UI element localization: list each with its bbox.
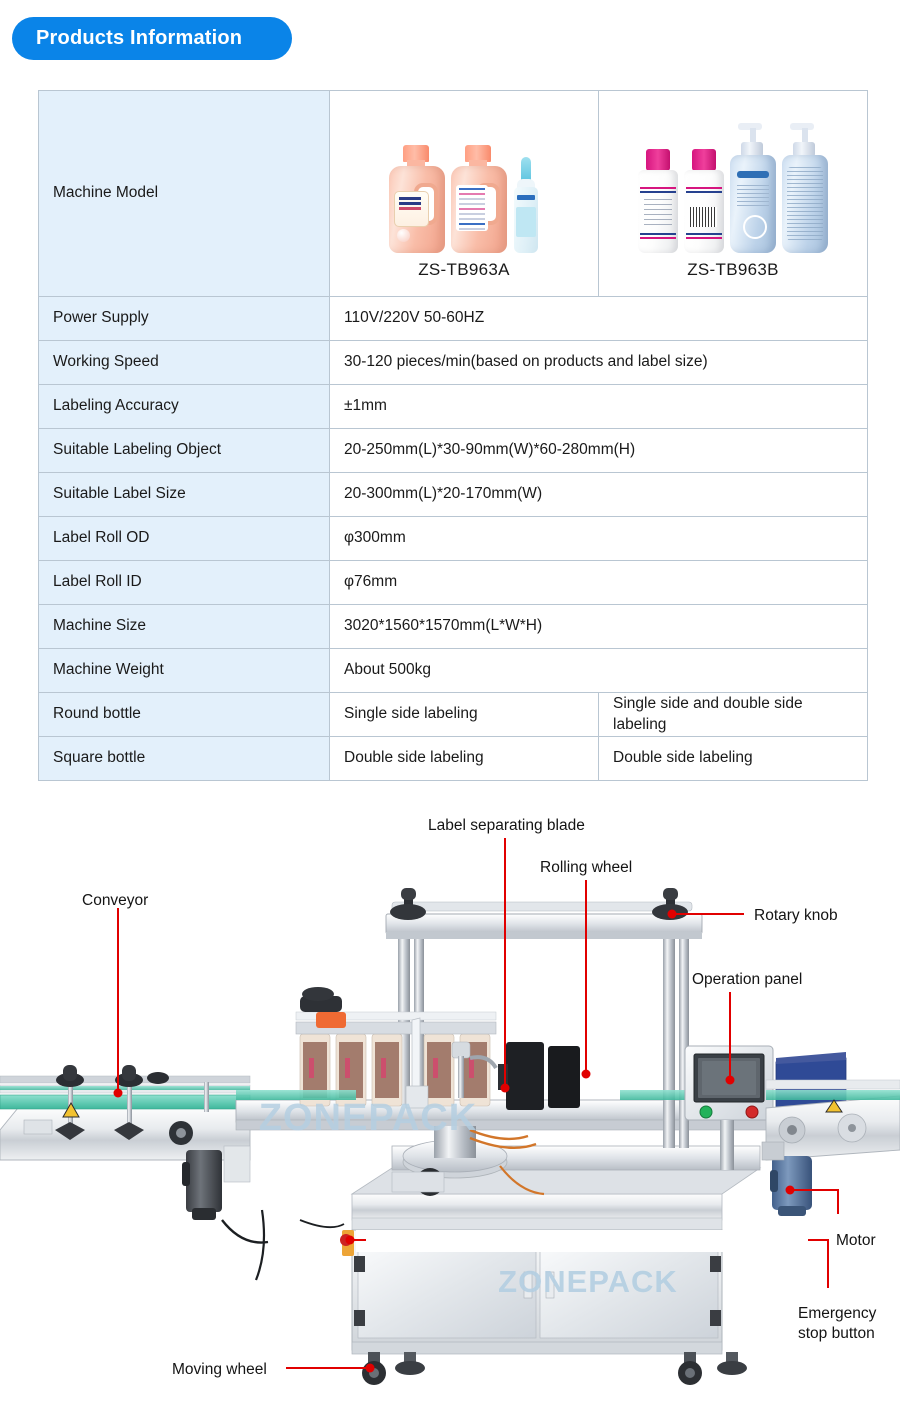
table-row-labeling-accuracy [39, 385, 868, 429]
model-cell-a [330, 91, 599, 297]
callout-label-rolling-wheel: Rolling wheel [540, 859, 633, 876]
table-row-power-supply [39, 297, 868, 341]
leader-dot-rolling-wheel [582, 1070, 591, 1079]
row-label-round-bottle: Round bottle [39, 693, 330, 737]
row-label-suitable-label-size: Suitable Label Size [39, 473, 330, 517]
table-row-suitable-label-size [39, 473, 868, 517]
page-title: Products Information [36, 27, 243, 49]
callout-label-moving-wheel: Moving wheel [172, 1361, 267, 1378]
row-label-label-roll-od: Label Roll OD [39, 517, 330, 561]
dropper-bottle-icon [513, 157, 539, 253]
row-value-suitable-label-size: 20-300mm(L)*20-170mm(W) [330, 473, 868, 517]
leader-dot-label-separating-blade [501, 1084, 510, 1093]
row-value-working-speed: 30-120 pieces/min(based on products and label size) [330, 341, 868, 385]
row-value-round-bottle-a: Single side labeling [330, 693, 599, 737]
remedy-bottle-front-icon [638, 149, 678, 253]
row-label-label-roll-id: Label Roll ID [39, 561, 330, 605]
row-value-labeling-accuracy: ±1mm [330, 385, 868, 429]
row-value-label-roll-id: φ76mm [330, 561, 868, 605]
row-value-square-bottle-b: Double side labeling [599, 737, 868, 781]
machine-illustration [0, 888, 900, 1385]
callout-label-label-separating-blade: Label separating blade [428, 817, 585, 834]
row-label-working-speed: Working Speed [39, 341, 330, 385]
detergent-jug-label-icon [451, 145, 507, 253]
row-value-machine-weight: About 500kg [330, 649, 868, 693]
watermark-deck: ZONEPACK [258, 1097, 478, 1139]
row-label-labeling-accuracy: Labeling Accuracy [39, 385, 330, 429]
row-value-square-bottle-a: Double side labeling [330, 737, 599, 781]
caster-group [362, 1352, 747, 1385]
callout-label-emergency-stop-button-line1: Emergency [798, 1305, 877, 1322]
row-value-suitable-labeling-object: 20-250mm(L)*30-90mm(W)*60-280mm(H) [330, 429, 868, 473]
callout-label-motor: Motor [836, 1232, 876, 1249]
table-row-working-speed [39, 341, 868, 385]
table-row-suitable-labeling-object [39, 429, 868, 473]
table-row-round-bottle [39, 693, 868, 737]
sanosan-pump-front-icon [730, 123, 776, 253]
leader-dot-rotary-knob [668, 910, 677, 919]
row-value-power-supply: 110V/220V 50-60HZ [330, 297, 868, 341]
table-row-label-roll-id [39, 561, 868, 605]
leader-dot-operation-panel [726, 1076, 735, 1085]
watermark-cabinet: ZONEPACK [498, 1264, 678, 1299]
leader-dot-motor [786, 1186, 795, 1195]
product-specification-table [38, 90, 868, 781]
table-row-square-bottle [39, 737, 868, 781]
machine-diagram [0, 790, 900, 1425]
product-photo-group-a [389, 91, 539, 259]
callout-label-operation-panel: Operation panel [692, 971, 803, 988]
table-row-machine-size [39, 605, 868, 649]
leader-dot-moving-wheel [366, 1364, 375, 1373]
detergent-jug-front-icon [389, 145, 445, 253]
row-label-square-bottle: Square bottle [39, 737, 330, 781]
row-value-label-roll-od: φ300mm [330, 517, 868, 561]
row-label-machine-size: Machine Size [39, 605, 330, 649]
sanosan-pump-back-icon [782, 123, 828, 253]
remedy-bottle-back-icon [684, 149, 724, 253]
model-cell-b [599, 91, 868, 297]
model-name-b: ZS-TB963B [687, 260, 779, 280]
infeed-conveyor [0, 1065, 268, 1243]
model-name-a: ZS-TB963A [418, 260, 510, 280]
callout-label-conveyor: Conveyor [82, 892, 149, 909]
callout-label-rotary-knob: Rotary knob [754, 907, 838, 924]
table-row-machine-model [39, 91, 868, 297]
table-row-label-roll-od [39, 517, 868, 561]
row-label-machine-weight: Machine Weight [39, 649, 330, 693]
row-label-power-supply: Power Supply [39, 297, 330, 341]
row-value-round-bottle-b: Single side and double side labeling [599, 693, 868, 737]
row-value-machine-size: 3020*1560*1570mm(L*W*H) [330, 605, 868, 649]
callout-label-emergency-stop-button-line2: stop button [798, 1325, 875, 1342]
product-photo-group-b [638, 91, 828, 259]
products-information-badge [12, 17, 292, 60]
table-row-machine-weight [39, 649, 868, 693]
row-label-suitable-labeling-object: Suitable Labeling Object [39, 429, 330, 473]
leader-dot-conveyor [114, 1089, 123, 1098]
row-label-machine-model: Machine Model [39, 91, 330, 297]
